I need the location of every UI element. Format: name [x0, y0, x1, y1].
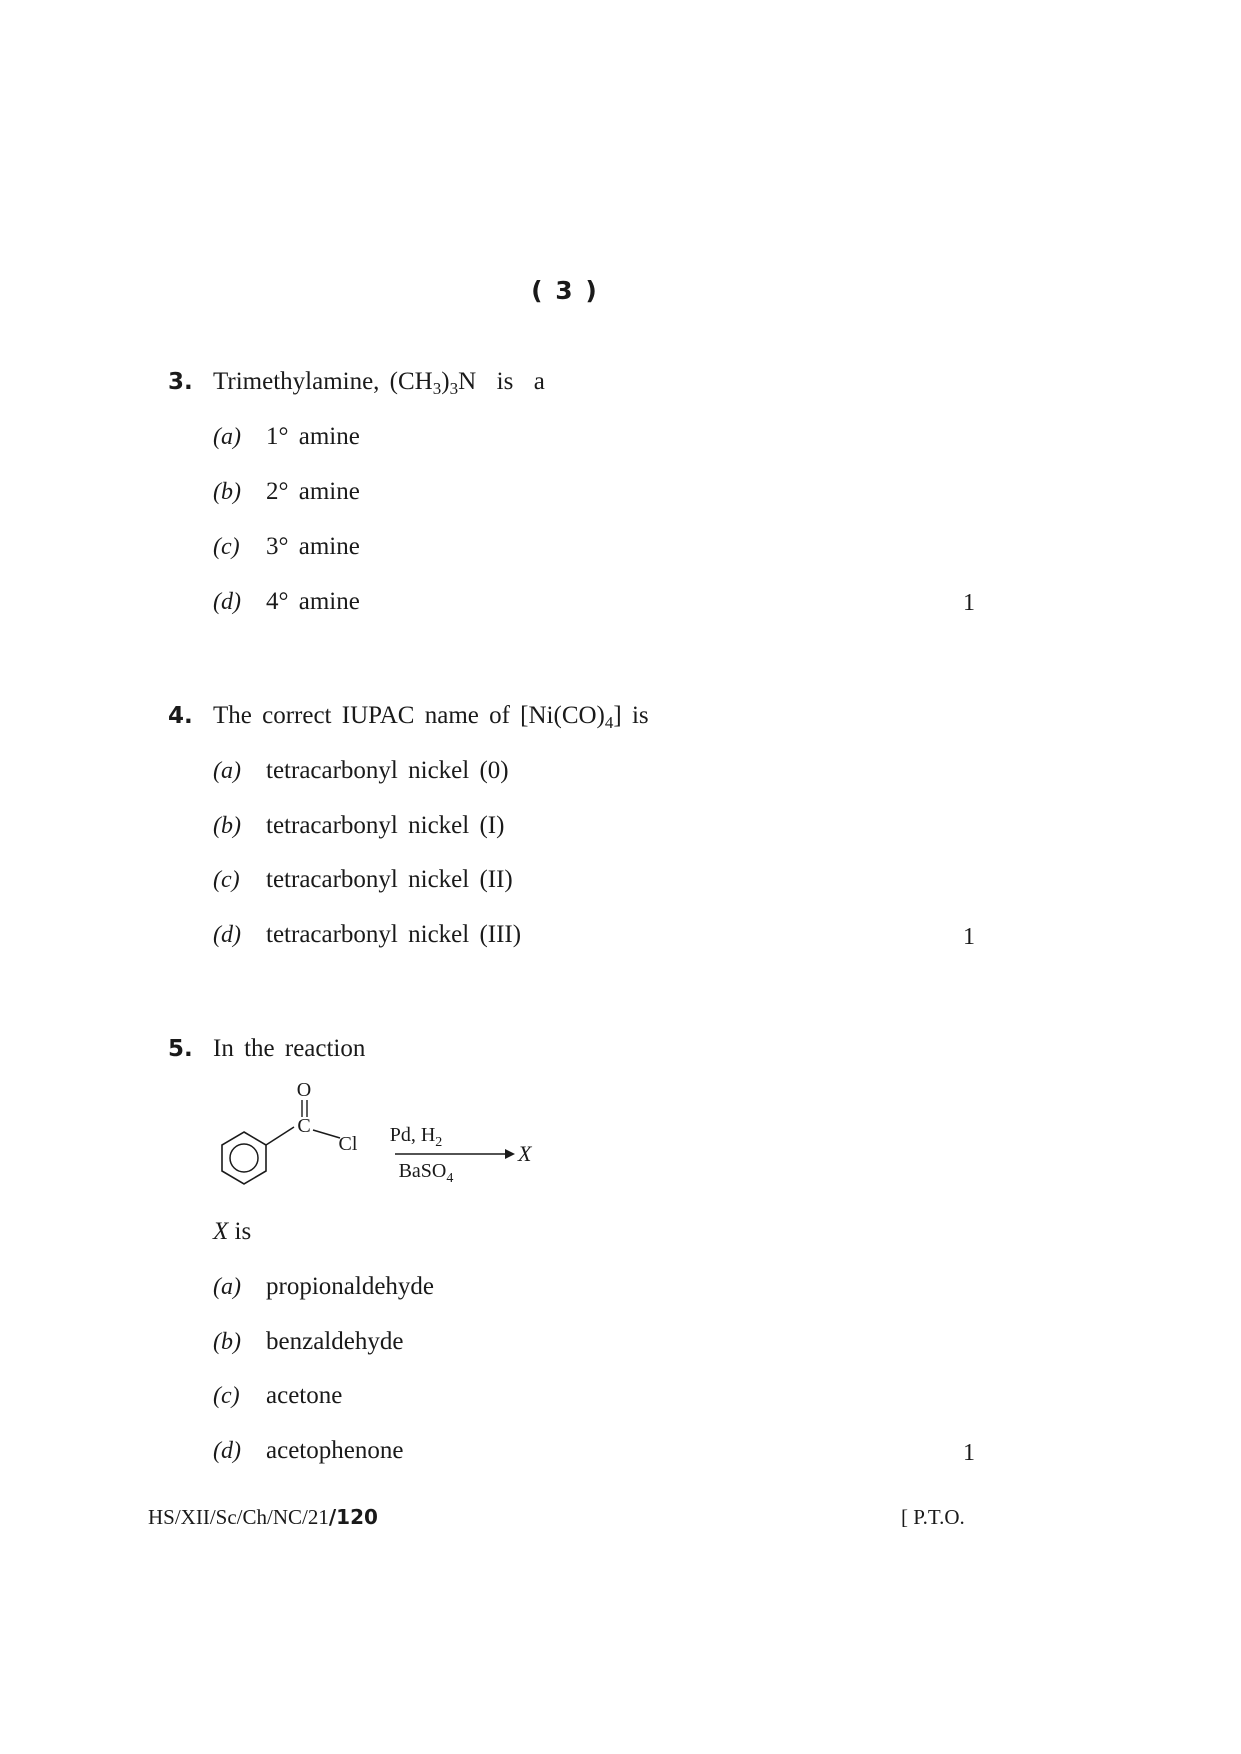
- benzene-ring: [222, 1132, 266, 1184]
- question-5-option-d-label: (d): [213, 1438, 241, 1464]
- question-3-option-a-text: 1° amine: [266, 423, 360, 450]
- footer-pto: [ P.T.O.: [901, 1505, 965, 1529]
- question-4-option-d-text: tetracarbonyl nickel (III): [266, 921, 522, 948]
- question-5-option-c-label: (c): [213, 1383, 240, 1409]
- question-3-marks: 1: [963, 590, 975, 616]
- question-4-option-a-text: tetracarbonyl nickel (0): [266, 757, 509, 784]
- question-3-option-d-label: (d): [213, 589, 241, 615]
- footer-code: HS/XII/Sc/Ch/NC/21/120: [148, 1505, 378, 1529]
- question-3-option-b-label: (b): [213, 479, 241, 505]
- reagent-top: Pd, $H_2$: [389, 1124, 443, 1150]
- question-3-option-a-label: (a): [213, 424, 241, 450]
- question-5-option-c-text: acetone: [266, 1382, 343, 1409]
- question-3-text: Trimethylamine, $(CH_3)_3N$ is a: [213, 368, 545, 398]
- aromatic-circle: [230, 1144, 258, 1172]
- carbon-atom: C: [297, 1115, 311, 1137]
- question-3-option-c-label: (c): [213, 534, 240, 560]
- ring-carbon-bond: [266, 1127, 294, 1145]
- question-3-option-d-text: 4° amine: [266, 588, 360, 615]
- question-4-option-b-label: (b): [213, 813, 241, 839]
- arrow-head-icon: [505, 1149, 515, 1159]
- product-x: X: [518, 1141, 532, 1166]
- c-cl-bond: [313, 1130, 340, 1138]
- question-5-option-d-text: acetophenone: [266, 1437, 404, 1464]
- question-5-option-b-label: (b): [213, 1329, 241, 1355]
- question-5-option-a-text: propionaldehyde: [266, 1273, 435, 1300]
- question-5-marks: 1: [963, 1440, 975, 1466]
- oxygen-atom: O: [296, 1080, 312, 1101]
- question-4-option-b-text: tetracarbonyl nickel (I): [266, 812, 505, 839]
- page-number: ( 3 ): [531, 276, 599, 305]
- question-4-option-d-label: (d): [213, 922, 241, 948]
- x-is-label: X is: [213, 1218, 252, 1245]
- question-5-number: 5.: [168, 1036, 193, 1062]
- question-4-text: The correct IUPAC name of $[Ni(CO)_4]$ is: [213, 702, 649, 732]
- question-5-option-a-label: (a): [213, 1274, 241, 1300]
- question-5-text: In the reaction: [213, 1035, 366, 1062]
- question-4-option-c-label: (c): [213, 867, 240, 893]
- question-4-option-c-text: tetracarbonyl nickel (II): [266, 866, 513, 893]
- question-4-marks: 1: [963, 924, 975, 950]
- question-4-number: 4.: [168, 703, 193, 729]
- reaction-diagram: [205, 1080, 545, 1205]
- question-3-option-b-text: 2° amine: [266, 478, 360, 505]
- question-3-option-c-text: 3° amine: [266, 533, 360, 560]
- question-3-number: 3.: [168, 369, 193, 395]
- chlorine-atom: Cl: [338, 1133, 358, 1155]
- question-5-option-b-text: benzaldehyde: [266, 1328, 404, 1355]
- reagent-bottom: BaSO$_4$: [398, 1160, 454, 1186]
- question-4-option-a-label: (a): [213, 758, 241, 784]
